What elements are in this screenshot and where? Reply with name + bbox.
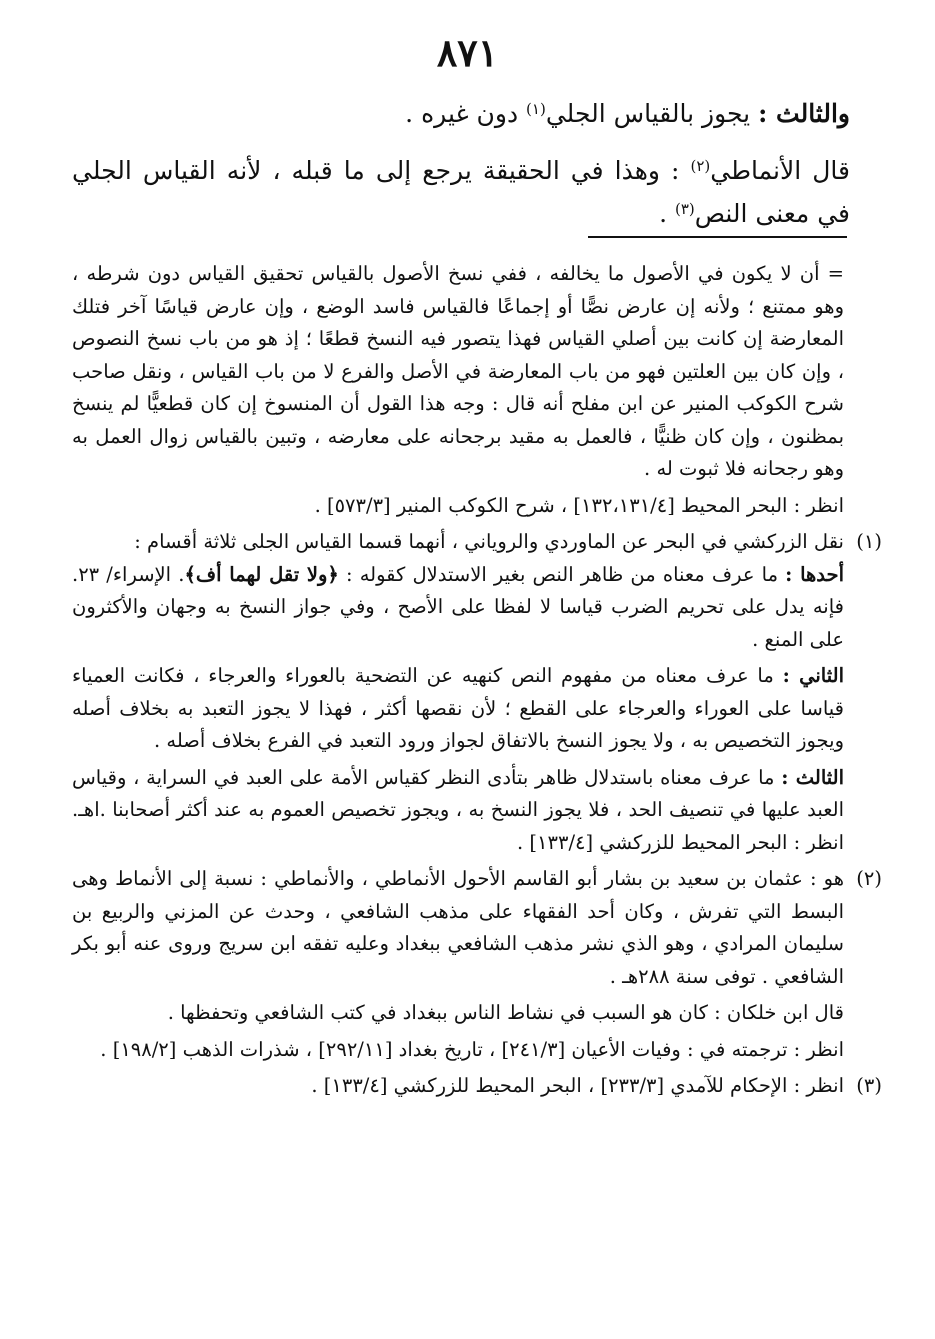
third-opinion-text: يجوز بالقياس الجلي [545,99,759,128]
footnote-2-ref: انظر : ترجمته في : وفيات الأعيان [٢٤١/٣] ، تاريخ بغداد [٢٩٢/١١] ، شذرات الذهب [١٩٨/٢] . [100,1037,844,1061]
footnote-2 [72,863,882,1066]
footnote-2-number: (٢) [856,867,882,890]
footnote-3-text: انظر : الإحكام للآمدي [٢٣٣/٣] ، البحر المحيط للزركشي [١٣٣/٤] . [311,1074,844,1097]
main-text [72,92,850,235]
footnote-1-intro: نقل الزركشي في البحر عن الماوردي والروياني ، أنهما قسما القياس الجلى ثلاثة أقسام : [134,530,844,553]
footnote-ref-1[interactable]: (١) [526,100,546,118]
second-label: الثاني : [782,664,844,687]
third-opinion-tail: دون غيره . [405,99,527,128]
quran-quote: ﴿ولا تقل لهما أف﴾ [184,562,339,586]
footnote-ref-3[interactable]: (٣) [674,200,695,218]
main-paragraph-2 [72,149,850,235]
footnote-1-third [72,762,844,860]
anmati-tail: . [659,199,675,228]
third-opinion-label: والثالث : [758,99,850,128]
footnote-2-text: هو : عثمان بن سعيد بن بشار أبو القاسم الأحول الأنماطي ، والأنماطي : نسبة إلى الأنماط وهى البسط التي تفرش ، وكان أحد الفقهاء على مذهب الشافعي ، وحدث عن المزني والربيع بن سليمان المرادي ، وهو الذي نشر مذهب الشافعي ببغداد وعليه تفقه ابن سريج وروى عنه أبو بكر الشافعي . توفى سنة ٢٨٨هـ . [72,867,844,988]
footnote-3 [72,1070,882,1103]
footnote-1-second [72,660,844,758]
first-label: أحدها : [785,562,845,586]
second-text: ما عرف معناه من مفهوم النص كنهيه عن التضحية بالعوراء والعرجاء ، فكانت العمياء قياسا على العوراء والعرجاء على القطع ؛ لأن نقصها أكثر ، فهذا لا يجوز التعبد به بخلاف أصله ويجوز التخصيص به ، ولا يجوز النسخ بالاتفاق لجواز ورود التعبد في الفرع بخلاف أصله . [72,664,844,752]
first-tail: . الإسراء/ ٢٣. فإنه يدل على تحريم الضرب قياسا لا لفظا على الأصح ، وفي جواز النسخ به وجهان والأكثرون على المنع . [72,562,844,651]
footnote-3-number: (٣) [856,1074,882,1097]
first-text: ما عرف معناه من ظاهر النص بغير الاستدلال كقوله : [338,562,786,586]
main-paragraph-1 [72,92,850,135]
footnote-separator [588,236,847,238]
footnote-ref-2[interactable]: (٢) [690,157,711,175]
footnote-1-number: (١) [856,530,882,553]
third-text: ما عرف معناه باستدلال ظاهر بتأدى النظر كقياس الأمة على العبد في السراية ، وقياس العبد عليها في تنصيف الحد ، فلا يجوز النسخ به ، ويجوز تخصيص العموم به عند أكثر أصحابنا .اهـ. انظر : البحر المحيط للزركشي [١٣٣/٤] . [72,765,844,854]
footnote-continued-ref: انظر : البحر المحيط [١٣٢،١٣١/٤] ، شرح الكوكب المنير [٥٧٣/٣] . [314,493,844,517]
third-label: الثالث : [781,765,844,789]
footnote-2-quote: قال ابن خلكان : كان هو السبب في نشاط الناس ببغداد في كتب الشافعي وتحفظها . [167,1001,844,1024]
footnote-1 [72,526,882,859]
anmati-text: : وهذا في الحقيقة يرجع إلى ما قبله ، لأنه القياس الجلي في معنى النص [72,156,850,228]
anmati-lead: قال الأنماطي [710,156,850,185]
footnote-1-first [72,559,844,657]
page-number: ٨٧١ [436,30,499,75]
footnotes [72,258,882,1103]
footnote-continued: = أن لا يكون في الأصول ما يخالفه ، ففي نسخ الأصول بالقياس تحقيق القياس دون شرطه ، وهو ممتنع ؛ ولأنه إن عارض نصًّا أو إجماعًا فالقياس فاسد الوضع ، وإن عارض قياسًا آخر فتلك المعارضة إن كانت بين أصلي القياس فهذا يتصور فيه النسخ قطعًا ؛ إذ هو من باب نسخ النصوص ، وإن كان بين العلتين فهو من باب المعارضة في الأصل والفرع لا من باب القياس ، ونقل صاحب شرح الكوكب المنير عن ابن مفلح أنه قال : وجه هذا القول أن المنسوخ إن كان قطعيًّا لم ينسخ بمظنون ، وإن كان ظنيًّا ، فالعمل به مقيد برجحانه على معارضه ، وتبين بالقياس زوال العمل به وهو رجحانه فلا ثبوت له . [72,262,844,480]
